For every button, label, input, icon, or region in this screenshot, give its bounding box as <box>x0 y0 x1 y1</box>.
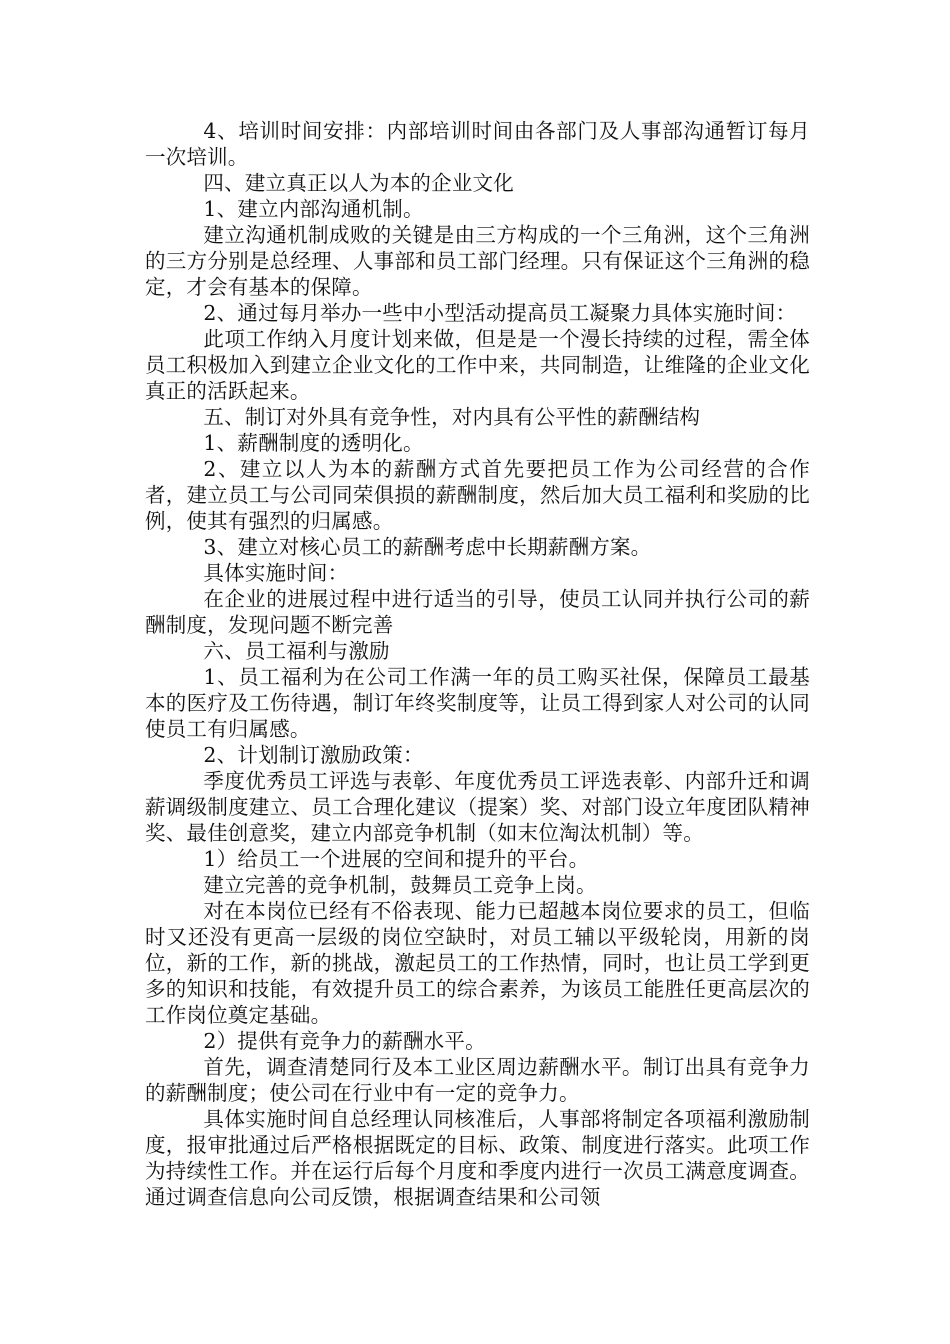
paragraph-salary-survey: 首先，调查清楚同行及本工业区周边薪酬水平。制订出具有竞争力的薪酬制度；使公司在行业中有一定的竞争力。 <box>145 1055 810 1105</box>
paragraph-competition-mechanism: 建立完善的竞争机制，鼓舞员工竞争上岗。 <box>203 873 597 897</box>
item-people-oriented-pay: 2、建立以人为本的薪酬方式首先要把员工作为公司经营的合作者，建立员工与公司同荣俱损的薪酬制度，然后加大员工福利和奖励的比例，使其有强烈的归属感。 <box>145 457 810 533</box>
item-social-insurance: 1、员工福利为在公司工作满一年的员工购买社保，保障员工最基本的医疗及工伤待遇，制订年终奖制度等，让员工得到家人对公司的认同使员工有归属感。 <box>145 665 810 741</box>
section-heading-corporate-culture: 四、建立真正以人为本的企业文化 <box>203 171 514 195</box>
paragraph-training-schedule: 4、培训时间安排：内部培训时间由各部门及人事部沟通暂订每月一次培训。 <box>145 119 810 169</box>
paragraph-implementation-details: 具体实施时间自总经理认同核准后，人事部将制定各项福利激励制度，报审批通过后严格根据既定的目标、政策、制度进行落实。此项工作为持续性工作。并在运行后每个月度和季度内进行一次员工满意度调查。通过调查信息向公司反馈，根据调查结果和公司领 <box>145 1107 810 1209</box>
paragraph-communication-triangle: 建立沟通机制成败的关键是由三方构成的一个三角洲，这个三角洲的三方分别是总经理、人事部和员工部门经理。只有保证这个三角洲的稳定，才会有基本的保障。 <box>145 223 810 299</box>
paragraph-culture-plan: 此项工作纳入月度计划来做，但是是一个漫长持续的过程，需全体员工积极加入到建立企业文化的工作中来，共同制造，让维隆的企业文化真正的活跃起来。 <box>145 327 810 403</box>
item-core-staff-pay: 3、建立对核心员工的薪酬考虑中长期薪酬方案。 <box>203 535 652 559</box>
section-heading-compensation: 五、制订对外具有竞争性，对内具有公平性的薪酬结构 <box>203 405 701 429</box>
subitem-competitive-pay: 2）提供有竞争力的薪酬水平。 <box>203 1029 486 1053</box>
item-internal-communication: 1、建立内部沟通机制。 <box>203 197 424 221</box>
item-monthly-activities: 2、通过每月举办一些中小型活动提高员工凝聚力具体实施时间： <box>203 301 797 325</box>
paragraph-compensation-guidance: 在企业的进展过程中进行适当的引导，使员工认同并执行公司的薪酬制度，发现问题不断完善 <box>145 587 810 637</box>
subitem-growth-platform: 1）给员工一个进展的空间和提升的平台。 <box>203 847 590 871</box>
section-heading-benefits: 六、员工福利与激励 <box>203 639 390 663</box>
label-implementation-time: 具体实施时间： <box>203 561 349 585</box>
paragraph-awards-list: 季度优秀员工评选与表彰、年度优秀员工评选表彰、内部升迁和调薪调级制度建立、员工合理化建议（提案）奖、对部门设立年度团队精神奖、最佳创意奖，建立内部竞争机制（如末位淘汰机制）等。 <box>145 769 810 845</box>
item-compensation-transparency: 1、薪酬制度的透明化。 <box>203 431 424 455</box>
paragraph-job-rotation: 对在本岗位已经有不俗表现、能力已超越本岗位要求的员工，但临时又还没有更高一层级的岗位空缺时，对员工辅以平级轮岗，用新的岗位，新的工作，新的挑战，激起员工的工作热情，同时，也让员工学到更多的知识和技能，有效提升员工的综合素养，为该员工能胜任更高层次的工作岗位奠定基础。 <box>145 899 810 1027</box>
item-incentive-policy: 2、计划制订激励政策： <box>203 743 424 767</box>
document-body <box>145 118 810 1210</box>
